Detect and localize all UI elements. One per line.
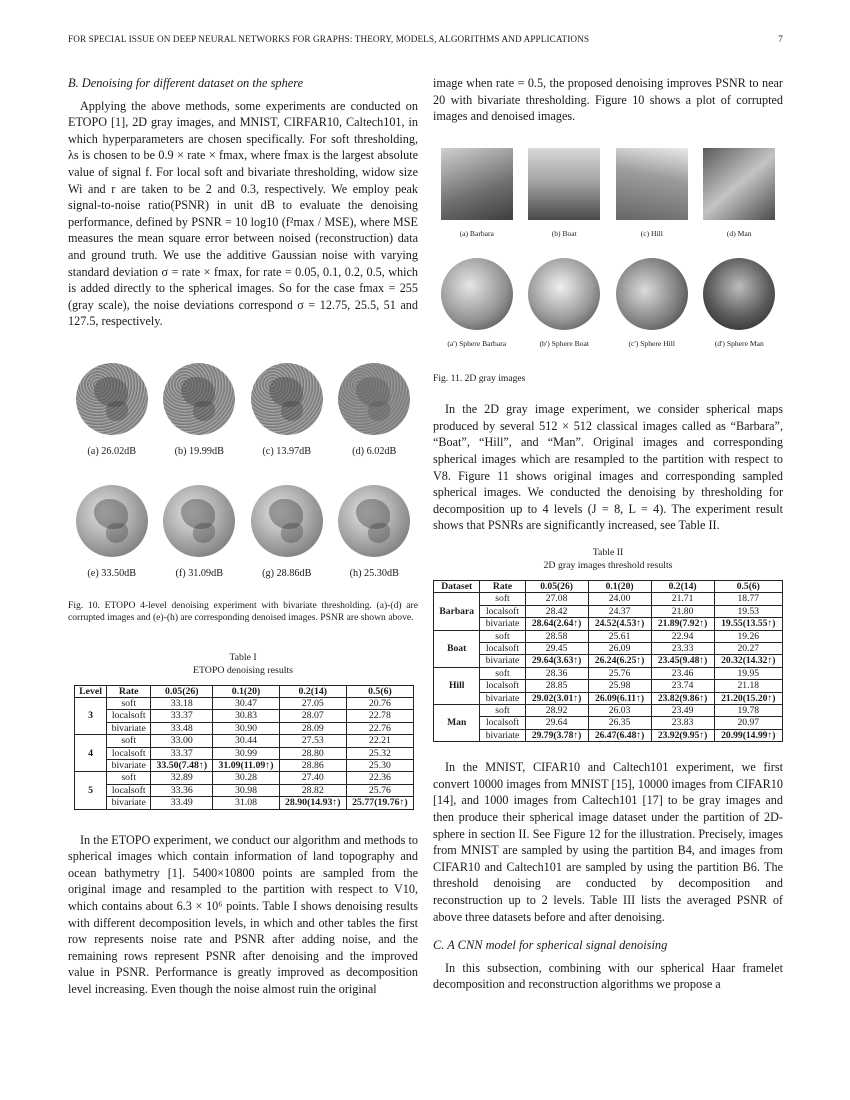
value-cell: 28.86: [279, 759, 346, 771]
column-header: 0.05(26): [525, 580, 588, 592]
paragraph-cnn: In this subsection, combining with our spherical Haar framelet decomposition and reconstruction algorithms we propose a: [433, 960, 783, 992]
value-cell: 28.85: [525, 680, 588, 692]
figure-10-panel: [156, 363, 244, 461]
running-header: [68, 34, 783, 44]
figure-11-panel: [696, 258, 784, 353]
value-cell: 29.79(3.78↑): [525, 729, 588, 741]
method-cell: bivariate: [107, 797, 151, 809]
page-number: 7: [778, 34, 783, 44]
value-cell: 31.08: [213, 797, 280, 809]
value-cell: 26.09: [588, 642, 651, 654]
value-cell: 23.92(9.95↑): [651, 729, 714, 741]
panel-label: (b) Boat: [551, 228, 577, 238]
column-header: 0.2(14): [651, 580, 714, 592]
method-cell: bivariate: [480, 618, 525, 630]
paragraph-mnist: In the MNIST, CIFAR10 and Caltech101 experiment, we first convert 10000 images from MNIST [15], 10000 images from CIFAR10 [14], and 1000 images from Caltech101 [17] to be gray images and then produce their spherical image dataset under the partition of 2D-sphere in section II. See Figure 12 for the illustration. Precisely, images from MNIST are sampled by using the partition B4, and images from CIFAR10 and Caltech101 are sampled by using the partition B6. The threshold denoising are conducted by decomposition and reconstruction up to 2 levels. Table III lists the averaged PSNR of above three datasets before and after denoising.: [433, 760, 783, 924]
photo-image: [616, 148, 688, 220]
table-1-body: [75, 697, 414, 809]
value-cell: 26.09(6.11↑): [588, 692, 651, 704]
value-cell: 31.09(11.09↑): [213, 759, 280, 771]
figure-10-panel: [243, 485, 331, 583]
value-cell: 30.83: [213, 710, 280, 722]
table-row: [434, 680, 783, 692]
table-2-body: [434, 593, 783, 742]
value-cell: 19.95: [714, 667, 782, 679]
value-cell: 28.42: [525, 605, 588, 617]
column-header: 0.1(20): [588, 580, 651, 592]
value-cell: 27.05: [279, 697, 346, 709]
column-header: Rate: [107, 685, 151, 697]
table-row: [434, 717, 783, 729]
value-cell: 23.49: [651, 704, 714, 716]
table-row: [434, 667, 783, 679]
method-cell: localsoft: [107, 784, 151, 796]
column-header: Rate: [480, 580, 525, 592]
figure-11-panel: [433, 148, 521, 243]
value-cell: 24.37: [588, 605, 651, 617]
method-cell: soft: [107, 697, 151, 709]
value-cell: 27.40: [279, 772, 346, 784]
left-column: [68, 75, 418, 998]
figure-10-panel: [243, 363, 331, 461]
table-row: [434, 704, 783, 716]
value-cell: 24.52(4.53↑): [588, 618, 651, 630]
globe-image: [338, 363, 410, 435]
group-label-cell: 5: [75, 772, 107, 809]
value-cell: 30.47: [213, 697, 280, 709]
method-cell: soft: [480, 630, 525, 642]
globe-image: [251, 363, 323, 435]
running-title: FOR SPECIAL ISSUE ON DEEP NEURAL NETWORKS FOR GRAPHS: THEORY, MODELS, ALGORITHMS AND APPLICATIONS: [68, 34, 590, 44]
value-cell: 20.32(14.32↑): [714, 655, 782, 667]
value-cell: 26.24(6.25↑): [588, 655, 651, 667]
value-cell: 30.99: [213, 747, 280, 759]
globe-image: [163, 485, 235, 557]
value-cell: 28.09: [279, 722, 346, 734]
table-row: [434, 618, 783, 630]
table-row: [434, 655, 783, 667]
globe-image: [76, 485, 148, 557]
value-cell: 22.21: [346, 735, 413, 747]
table-2: [433, 580, 783, 742]
panel-label: (f) 31.09dB: [175, 567, 224, 579]
column-header: Dataset: [434, 580, 480, 592]
value-cell: 23.45(9.48↑): [651, 655, 714, 667]
table-row: [434, 729, 783, 741]
value-cell: 28.07: [279, 710, 346, 722]
table-2-number: Table II: [592, 546, 624, 558]
value-cell: 29.64: [525, 717, 588, 729]
figure-11-panel: [433, 258, 521, 353]
figure-10-panel: [68, 363, 156, 461]
value-cell: 22.76: [346, 722, 413, 734]
photo-image: [703, 148, 775, 220]
value-cell: 28.64(2.64↑): [525, 618, 588, 630]
figure-10-panel: [68, 485, 156, 583]
table-row: [75, 759, 414, 771]
value-cell: 25.77(19.76↑): [346, 797, 413, 809]
group-label-cell: Hill: [434, 667, 480, 704]
section-c-title: C. A CNN model for spherical signal denoising: [433, 938, 668, 953]
value-cell: 25.76: [346, 784, 413, 796]
method-cell: localsoft: [480, 717, 525, 729]
method-cell: localsoft: [480, 605, 525, 617]
value-cell: 28.58: [525, 630, 588, 642]
table-row: [75, 697, 414, 709]
value-cell: 22.36: [346, 772, 413, 784]
value-cell: 26.35: [588, 717, 651, 729]
value-cell: 33.48: [151, 722, 213, 734]
panel-label: (a) Barbara: [459, 228, 494, 238]
value-cell: 33.37: [151, 747, 213, 759]
photo-image: [441, 148, 513, 220]
figure-11-panel: [696, 148, 784, 243]
paragraph-methods: Applying the above methods, some experiments are conducted on ETOPO [1], 2D gray images, and MNIST, CIRFAR10, Caltech101, in which hyperparameters are chosen specifically. For soft thresholding, λs is chosen to be 0.9 × rate × fmax, where fmax is the largest absolute value of signal f. For local soft and bivariate thresholding, widow size Wi and r are taken to be 2 and 0.3, respectively. We employ peak signal-to-noise ratio(PSNR) in unit dB to evaluate the denoising performance, defined by PSNR = 10 log10 (f²max / MSE), where MSE measures the mean square error between noised (reconstruction) data and ground truth. We use the additive Gaussian noise with varying standard deviation σ = rate × fmax, for rate = 0.05, 0.1, 0.2, 0.5, which is added directly to the spherical images. So for the case fmax = 255 (gray scale), the noise deviations correspond σ = 12.75, 25.5, 51 and 127.5, respectively.: [68, 98, 418, 329]
table-row: [75, 797, 414, 809]
panel-label: (b) 19.99dB: [174, 445, 224, 457]
panel-label: (e) 33.50dB: [87, 567, 137, 579]
table-row: [75, 784, 414, 796]
method-cell: bivariate: [107, 722, 151, 734]
group-label-cell: Barbara: [434, 593, 480, 630]
value-cell: 19.78: [714, 704, 782, 716]
value-cell: 22.78: [346, 710, 413, 722]
table-row: [75, 772, 414, 784]
panel-label: (d') Sphere Man: [714, 339, 764, 349]
group-label-cell: Man: [434, 704, 480, 741]
value-cell: 33.49: [151, 797, 213, 809]
panel-label: (d) Man: [726, 228, 752, 238]
panel-label: (c') Sphere Hill: [628, 339, 675, 349]
method-cell: bivariate: [480, 655, 525, 667]
value-cell: 28.80: [279, 747, 346, 759]
value-cell: 25.32: [346, 747, 413, 759]
table-row: [434, 642, 783, 654]
method-cell: soft: [107, 735, 151, 747]
value-cell: 23.46: [651, 667, 714, 679]
sphere-image: [703, 258, 775, 330]
value-cell: 26.03: [588, 704, 651, 716]
value-cell: 28.92: [525, 704, 588, 716]
column-header: 0.5(6): [346, 685, 413, 697]
sphere-image: [528, 258, 600, 330]
panel-label: (d) 6.02dB: [352, 445, 397, 457]
value-cell: 29.45: [525, 642, 588, 654]
figure-11-panel: [608, 258, 696, 353]
value-cell: 21.71: [651, 593, 714, 605]
method-cell: soft: [480, 667, 525, 679]
globe-image: [163, 363, 235, 435]
value-cell: 28.90(14.93↑): [279, 797, 346, 809]
value-cell: 30.44: [213, 735, 280, 747]
figure-10-caption: Fig. 10. ETOPO 4-level denoising experiment with bivariate thresholding. (a)-(d) are corrupted images and (e)-(h) are corresponding denoised images. PSNR are shown above.: [68, 600, 418, 624]
value-cell: 23.33: [651, 642, 714, 654]
value-cell: 33.37: [151, 710, 213, 722]
panel-label: (g) 28.86dB: [262, 567, 312, 579]
table-1-title: ETOPO denoising results: [193, 664, 293, 676]
value-cell: 20.76: [346, 697, 413, 709]
group-label-cell: 4: [75, 735, 107, 772]
value-cell: 23.74: [651, 680, 714, 692]
right-column: [433, 75, 783, 993]
panel-label: (h) 25.30dB: [349, 567, 399, 579]
column-header: 0.1(20): [213, 685, 280, 697]
value-cell: 33.18: [151, 697, 213, 709]
column-header: 0.05(26): [151, 685, 213, 697]
figure-10-panel: [331, 485, 419, 583]
table-1-number: Table I: [229, 651, 257, 663]
figure-11-panel: [521, 258, 609, 353]
column-header: 0.5(6): [714, 580, 782, 592]
value-cell: 23.82(9.86↑): [651, 692, 714, 704]
value-cell: 20.97: [714, 717, 782, 729]
value-cell: 32.89: [151, 772, 213, 784]
value-cell: 19.55(13.55↑): [714, 618, 782, 630]
figure-10-panel: [331, 363, 419, 461]
table-row: [75, 735, 414, 747]
group-label-cell: Boat: [434, 630, 480, 667]
figure-11-top-row: [433, 148, 783, 243]
figure-11-panel: [521, 148, 609, 243]
sphere-image: [616, 258, 688, 330]
table-header-row: [75, 685, 414, 697]
value-cell: 23.83: [651, 717, 714, 729]
table-row: [75, 710, 414, 722]
group-label-cell: 3: [75, 697, 107, 734]
figure-10-bottom-row: [68, 485, 418, 583]
value-cell: 33.50(7.48↑): [151, 759, 213, 771]
paragraph-etopo: In the ETOPO experiment, we conduct our algorithm and methods to spherical images which contain information of land topography and ocean bathymetry [1]. 5400×10800 points are sampled from the original image and resampled to the partition with respect to V10, which contains about 6.3 × 10⁶ points. Table I shows denoising results with different decomposition levels, in which and other tables the first row represents noise rate and PSNR after adding noise, and the remaining rows represent PSNR after denoising and the improved value in PSNR. Performance is greatly improved as decomposition level increasing. Even though the noise almost ruin the original: [68, 832, 418, 996]
value-cell: 27.08: [525, 593, 588, 605]
table-row: [434, 605, 783, 617]
panel-label: (c) Hill: [640, 228, 663, 238]
value-cell: 21.20(15.20↑): [714, 692, 782, 704]
method-cell: soft: [480, 593, 525, 605]
method-cell: localsoft: [480, 642, 525, 654]
figure-10-top-row: [68, 363, 418, 461]
value-cell: 20.99(14.99↑): [714, 729, 782, 741]
figure-11-bottom-row: [433, 258, 783, 353]
globe-image: [251, 485, 323, 557]
value-cell: 21.18: [714, 680, 782, 692]
column-header: Level: [75, 685, 107, 697]
value-cell: 21.89(7.92↑): [651, 618, 714, 630]
globe-image: [76, 363, 148, 435]
table-row: [75, 747, 414, 759]
value-cell: 28.36: [525, 667, 588, 679]
panel-label: (b') Sphere Boat: [539, 339, 589, 349]
globe-image: [338, 485, 410, 557]
section-b-title: B. Denoising for different dataset on the sphere: [68, 76, 304, 90]
figure-10-panel: [156, 485, 244, 583]
method-cell: bivariate: [480, 729, 525, 741]
column-header: 0.2(14): [279, 685, 346, 697]
method-cell: bivariate: [480, 692, 525, 704]
value-cell: 27.53: [279, 735, 346, 747]
table-1: [74, 685, 414, 810]
panel-label: (c) 13.97dB: [262, 445, 312, 457]
value-cell: 21.80: [651, 605, 714, 617]
value-cell: 19.26: [714, 630, 782, 642]
table-row: [434, 692, 783, 704]
table-header-row: [434, 580, 783, 592]
figure-11-panel: [608, 148, 696, 243]
value-cell: 24.00: [588, 593, 651, 605]
photo-image: [528, 148, 600, 220]
method-cell: localsoft: [107, 710, 151, 722]
table-2-title: 2D gray images threshold results: [543, 559, 673, 571]
paragraph-continued: image when rate = 0.5, the proposed denoising improves PSNR to near 20 with bivariate thresholding. Figure 10 shows a plot of corrupted images and denoised images.: [433, 76, 783, 124]
value-cell: 29.64(3.63↑): [525, 655, 588, 667]
value-cell: 33.00: [151, 735, 213, 747]
value-cell: 25.61: [588, 630, 651, 642]
value-cell: 30.28: [213, 772, 280, 784]
value-cell: 33.36: [151, 784, 213, 796]
value-cell: 25.76: [588, 667, 651, 679]
panel-label: (a') Sphere Barbara: [447, 339, 507, 349]
method-cell: localsoft: [107, 747, 151, 759]
value-cell: 18.77: [714, 593, 782, 605]
value-cell: 19.53: [714, 605, 782, 617]
value-cell: 22.94: [651, 630, 714, 642]
value-cell: 30.90: [213, 722, 280, 734]
method-cell: bivariate: [107, 759, 151, 771]
value-cell: 20.27: [714, 642, 782, 654]
table-row: [75, 722, 414, 734]
table-row: [434, 593, 783, 605]
value-cell: 25.30: [346, 759, 413, 771]
value-cell: 29.02(3.01↑): [525, 692, 588, 704]
value-cell: 28.82: [279, 784, 346, 796]
panel-label: (a) 26.02dB: [87, 445, 137, 457]
method-cell: localsoft: [480, 680, 525, 692]
sphere-image: [441, 258, 513, 330]
value-cell: 30.98: [213, 784, 280, 796]
value-cell: 26.47(6.48↑): [588, 729, 651, 741]
value-cell: 25.98: [588, 680, 651, 692]
paragraph-2d-gray: In the 2D gray image experiment, we consider spherical maps produced by several 512 × 512 classical images called as “Barbara”, “Boat”, “Hill”, and “Man”. Original images and corresponding spherical images which are resampled to the partition with respect to V8. Figure 11 shows original images and corresponding sampled spherical images. We conducted the denoising by thresholding for decomposition up to 4 levels (J = 8, L = 4). The experiment result shows that PSNRs are significantly increased, see Table II.: [433, 402, 783, 533]
method-cell: soft: [480, 704, 525, 716]
method-cell: soft: [107, 772, 151, 784]
figure-11-caption: Fig. 11. 2D gray images: [433, 372, 526, 384]
table-row: [434, 630, 783, 642]
